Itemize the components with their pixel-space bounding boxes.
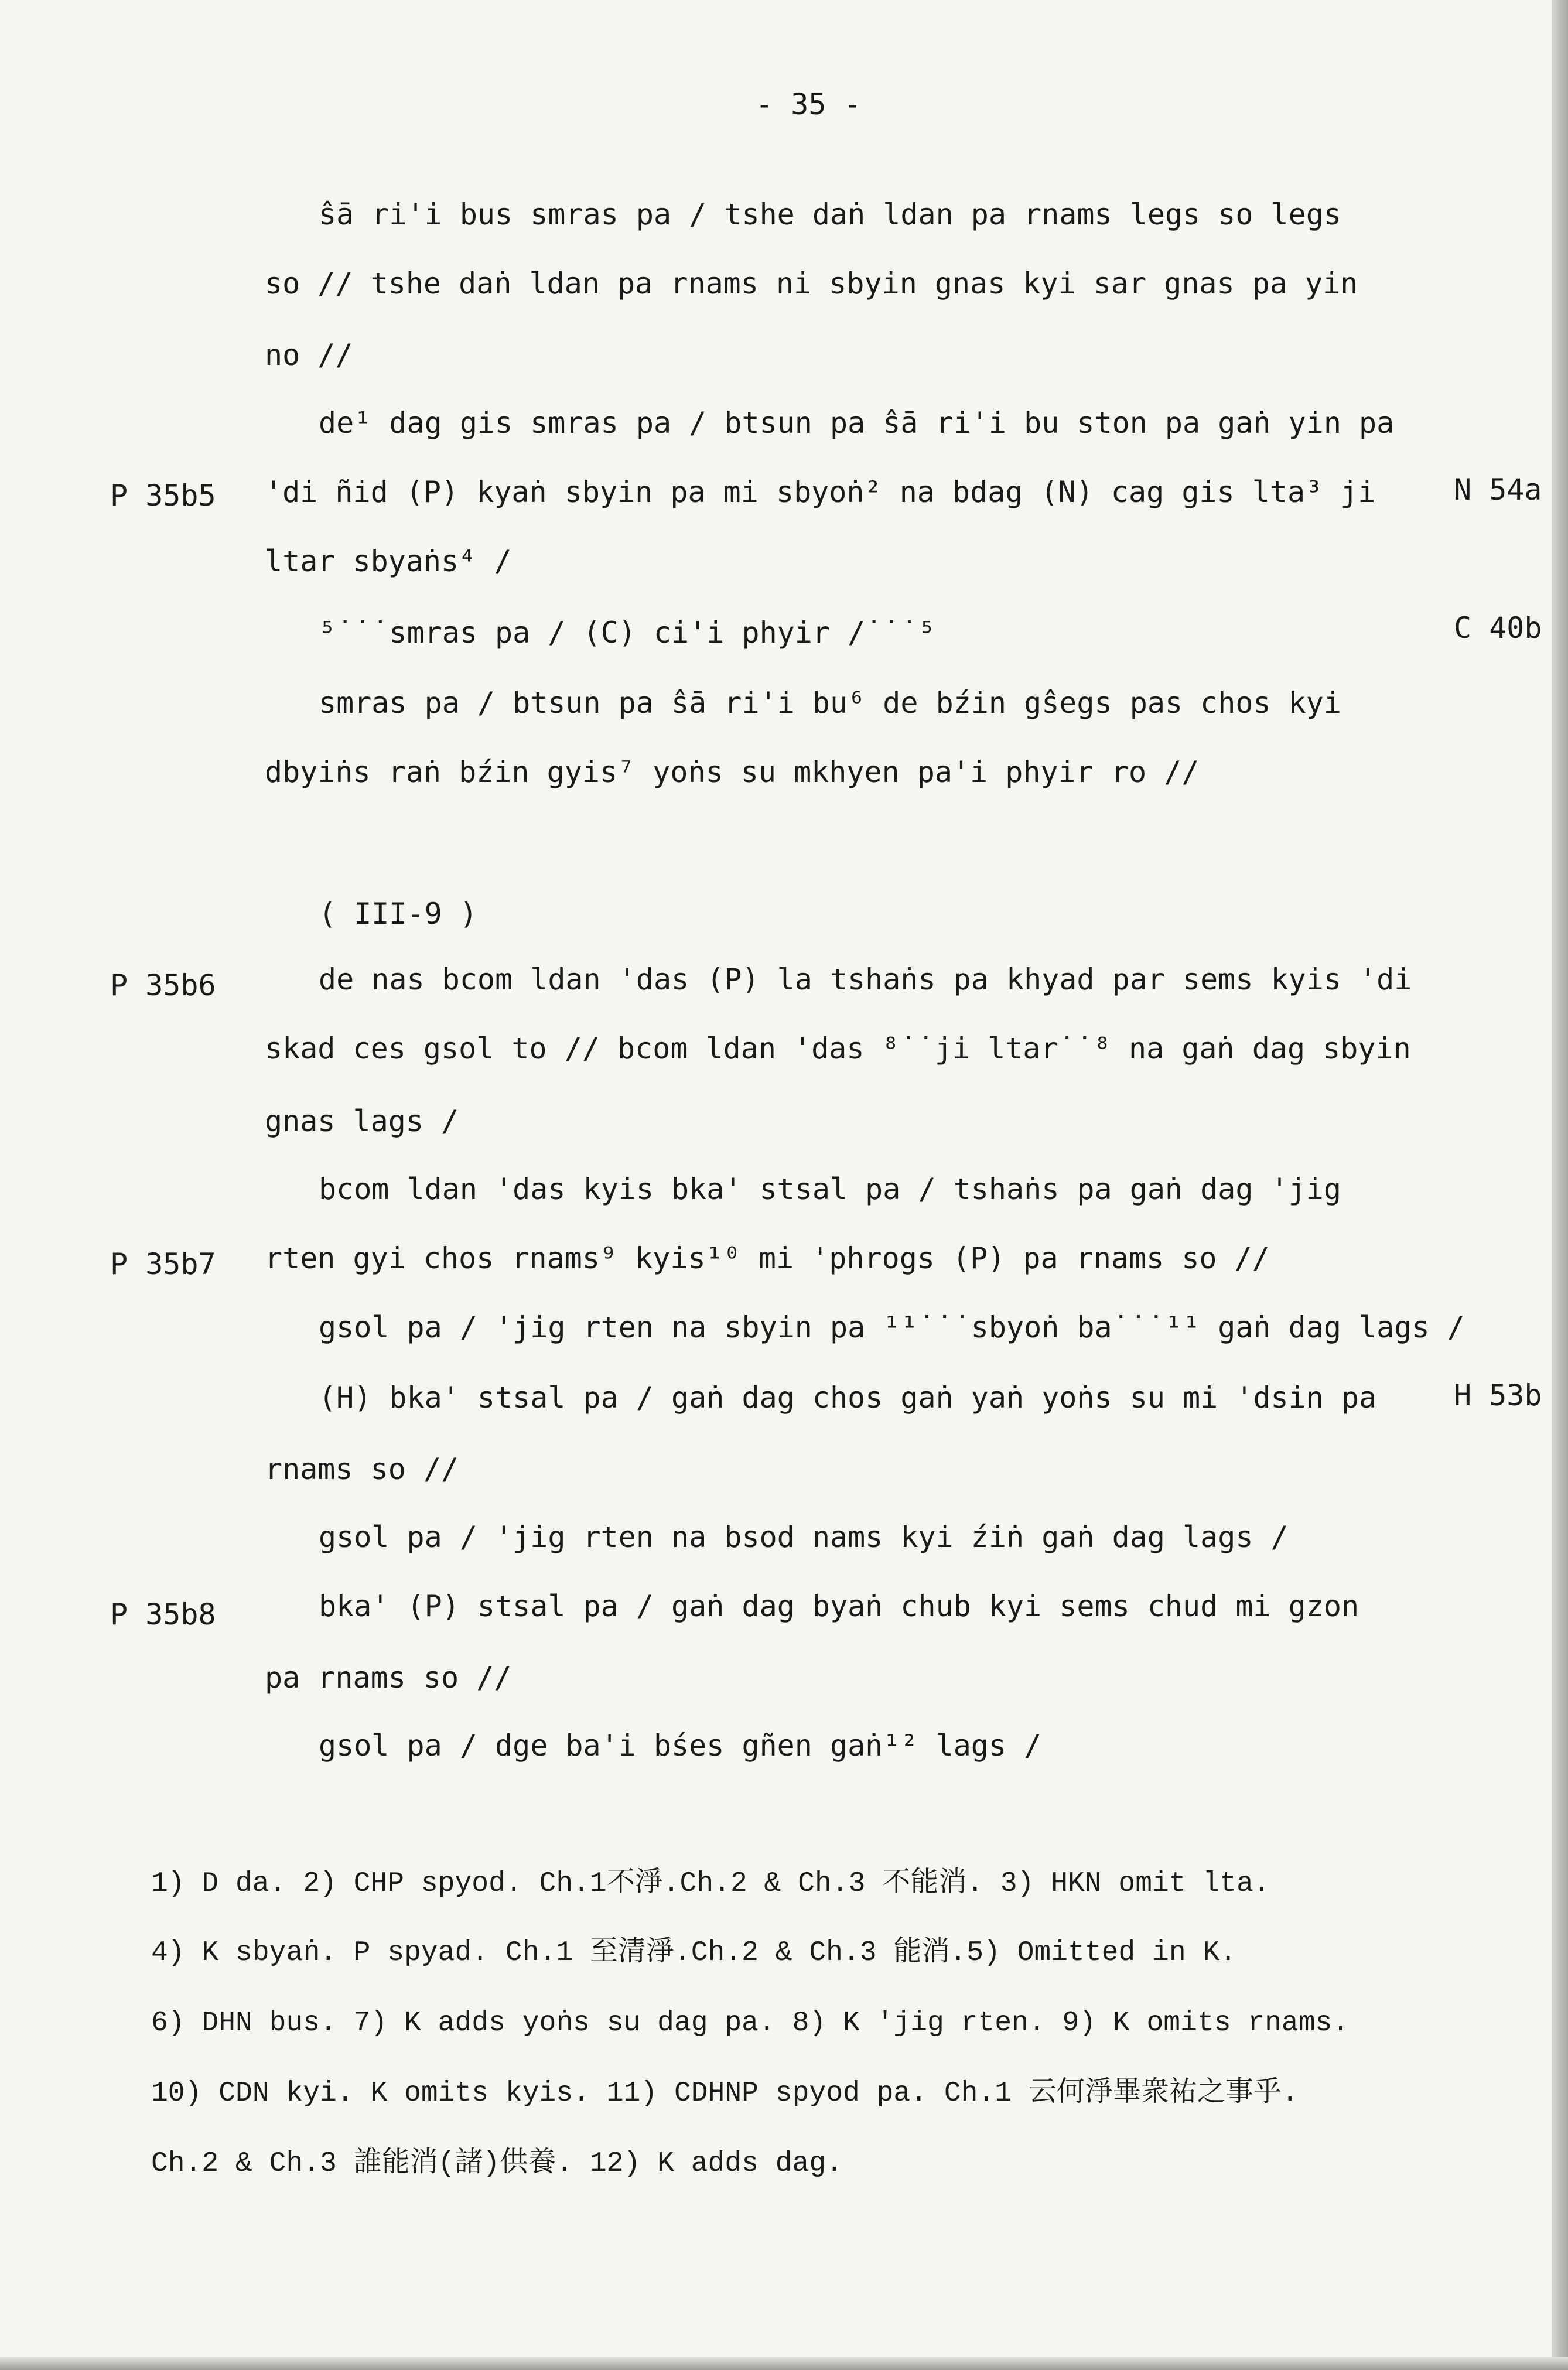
body-line: ⁵˙˙˙smras pa / (C) ci'i phyir /˙˙˙⁵: [319, 616, 936, 650]
body-line: ŝā ri'i bus smras pa / tshe daṅ ldan pa rnams legs so legs: [319, 197, 1341, 231]
section-heading: ( III-9 ): [319, 897, 477, 931]
body-line: 'di ñid (P) kyaṅ sbyin pa mi sbyoṅ² na bdag (N) cag gis lta³ ji: [265, 475, 1376, 509]
margin-reference-right: N 54a: [1454, 473, 1542, 507]
margin-reference-left: P 35b7: [110, 1247, 216, 1281]
margin-reference-right: H 53b: [1454, 1378, 1542, 1412]
body-line: gnas lags /: [265, 1104, 459, 1138]
body-line: rten gyi chos rnams⁹ kyis¹⁰ mi 'phrogs (P) pa rnams so //: [265, 1241, 1270, 1275]
footnote-line: 4) K sbyaṅ. P spyad. Ch.1 至清淨.Ch.2 & Ch.3 能消.5) Omitted in K.: [151, 1937, 1237, 1969]
body-line: gsol pa / dge ba'i bśes gñen gaṅ¹² lags /: [319, 1729, 1042, 1763]
body-line: pa rnams so //: [265, 1661, 512, 1695]
body-line: smras pa / btsun pa ŝā ri'i bu⁶ de bźin gŝegs pas chos kyi: [319, 686, 1341, 720]
footnote-line: 10) CDN kyi. K omits kyis. 11) CDHNP spyod pa. Ch.1 云何淨畢衆祐之事乎.: [151, 2078, 1299, 2109]
body-line: dbyiṅs raṅ bźin gyis⁷ yoṅs su mkhyen pa'i phyir ro //: [265, 755, 1200, 789]
margin-reference-left: P 35b8: [110, 1597, 216, 1631]
body-line: ltar sbyaṅs⁴ /: [265, 544, 512, 578]
body-line: bcom ldan 'das kyis bka' stsal pa / tshaṅs pa gaṅ dag 'jig: [319, 1172, 1341, 1206]
body-line: skad ces gsol to // bcom ldan 'das ⁸˙˙ji ltar˙˙⁸ na gaṅ dag sbyin: [265, 1032, 1411, 1066]
page-edge-shadow-right: [1552, 0, 1568, 2370]
body-line: de¹ dag gis smras pa / btsun pa ŝā ri'i bu ston pa gaṅ yin pa: [319, 406, 1395, 440]
body-line: rnams so //: [265, 1452, 459, 1486]
body-line: so // tshe daṅ ldan pa rnams ni sbyin gnas kyi sar gnas pa yin: [265, 267, 1358, 300]
body-line: gsol pa / 'jig rten na bsod nams kyi źiṅ gaṅ dag lags /: [319, 1520, 1289, 1554]
body-line: (H) bka' stsal pa / gaṅ dag chos gaṅ yaṅ yoṅs su mi 'dsin pa: [319, 1381, 1377, 1415]
body-line: no //: [265, 338, 353, 372]
body-line: de nas bcom ldan 'das (P) la tshaṅs pa khyad par sems kyis 'di: [319, 962, 1412, 996]
footnote-line: 6) DHN bus. 7) K adds yoṅs su dag pa. 8) K 'jig rten. 9) K omits rnams.: [151, 2007, 1350, 2039]
page-number: - 35 -: [756, 87, 862, 121]
footnote-line: Ch.2 & Ch.3 誰能消(諸)供養. 12) K adds dag.: [151, 2148, 843, 2180]
margin-reference-left: P 35b6: [110, 968, 216, 1002]
body-line: gsol pa / 'jig rten na sbyin pa ¹¹˙˙˙sbyoṅ ba˙˙˙¹¹ gaṅ dag lags /: [319, 1310, 1465, 1344]
page-edge-shadow-bottom: [0, 2357, 1568, 2370]
margin-reference-right: C 40b: [1454, 611, 1542, 645]
margin-reference-left: P 35b5: [110, 479, 216, 513]
footnote-line: 1) D da. 2) CHP spyod. Ch.1不淨.Ch.2 & Ch.3 不能消. 3) HKN omit lta.: [151, 1868, 1270, 1900]
body-line: bka' (P) stsal pa / gaṅ dag byaṅ chub kyi sems chud mi gzon: [319, 1589, 1359, 1623]
